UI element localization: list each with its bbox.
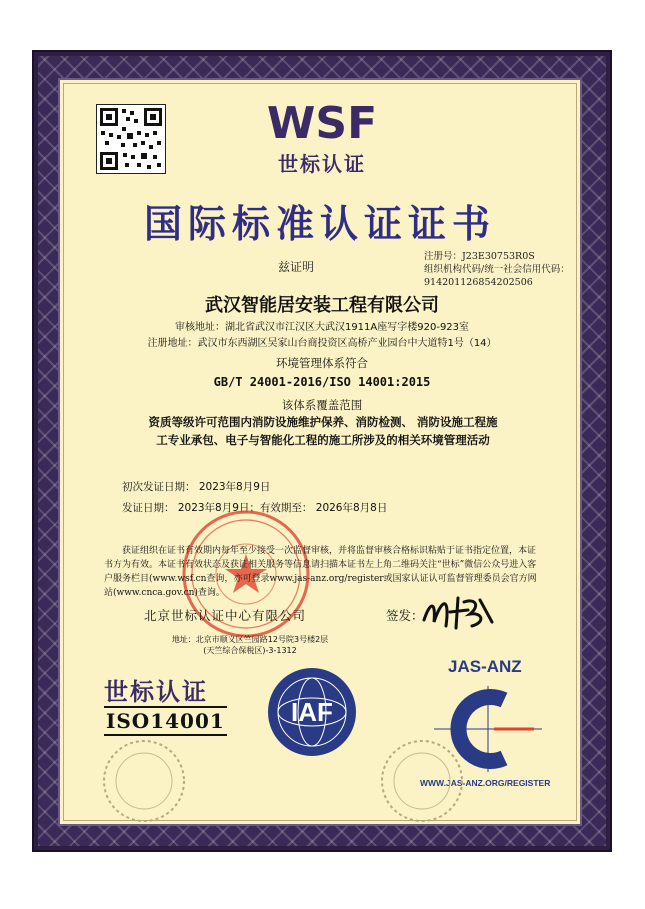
notice-text: 获证组织在证书有效期内每年至少接受一次监督审核，并将监督审核合格标识粘贴于证书指定位置，本证书方为有效。本证书有效状态及获证相关服务等信息请扫描本证书左上角二维码关注“世标”微信公众号进入客户服务栏目(www.wsf.cn查询，亦可登录www.jas-anz.org/register或国家认证认可监督管理委员会官方网站(www.cnca.gov.cn)查询。 (104, 546, 537, 598)
registration-number: 注册号：J23E30753R0S (424, 251, 535, 262)
standard-code: GB/T 24001-2016/ISO 14001:2015 (213, 375, 431, 389)
company-name: 武汉智能居安装工程有限公司 (205, 295, 439, 316)
org-code: 914201126854202506 (424, 277, 533, 288)
faint-seal-icon (374, 736, 470, 826)
registered-address: 注册地址：武汉市东西湖区吴家山台商投资区高桥产业园台中大道特1号（14） (147, 338, 497, 349)
conforms-text: 环境管理体系符合 (276, 356, 368, 370)
scope-line: 工专业承包、电子与智能化工程的施工所涉及的相关环境管理活动 (156, 433, 490, 447)
issuer-address-line: 地址：北京市顺义区竺园路12号院3号楼2层 (171, 635, 329, 644)
wsf-logo-text: WSF (266, 98, 378, 144)
qr-code-icon[interactable] (96, 104, 166, 174)
issue-validity-date: 发证日期： 2023年8月9日；有效期至： 2026年8月8日 (122, 502, 388, 514)
issuer-address (150, 634, 350, 656)
registration-block (424, 250, 570, 289)
brand-logo-cn: 世标认证 (104, 678, 208, 706)
signature-icon (420, 592, 500, 636)
scope-text (108, 413, 538, 449)
first-issue-date: 初次发证日期： 2023年8月9日 (122, 481, 271, 493)
audit-address: 审核地址：湖北省武汉市江汉区大武汉1911A座写字楼920-923室 (174, 322, 470, 333)
issuer-name: 北京世标认证中心有限公司 (144, 608, 307, 623)
page-title: 国际标准认证证书 (143, 202, 496, 246)
faint-seal-icon (96, 736, 192, 826)
jas-anz-title: JAS-ANZ (448, 657, 522, 676)
org-code-label: 组织机构代码/统一社会信用代码： (424, 264, 570, 275)
brand-iso-label: ISO14001 (104, 706, 227, 736)
certify-text: 兹证明 (278, 260, 315, 274)
scope-line: 资质等级许可范围内消防设施维护保养、消防检测、 消防设施工程施 (148, 415, 498, 429)
logo-subtitle: 世标认证 (278, 152, 366, 176)
wsf-logo (262, 98, 382, 144)
iaf-logo-icon (264, 664, 360, 760)
signature-label: 签发： (386, 608, 424, 623)
issuer-address-line: (天竺综合保税区)-3-1312 (203, 646, 297, 655)
iaf-text: IAF (291, 697, 333, 727)
jas-anz-url[interactable]: WWW.JAS-ANZ.ORG/REGISTER (420, 778, 551, 788)
scope-label: 该体系覆盖范围 (281, 398, 363, 412)
